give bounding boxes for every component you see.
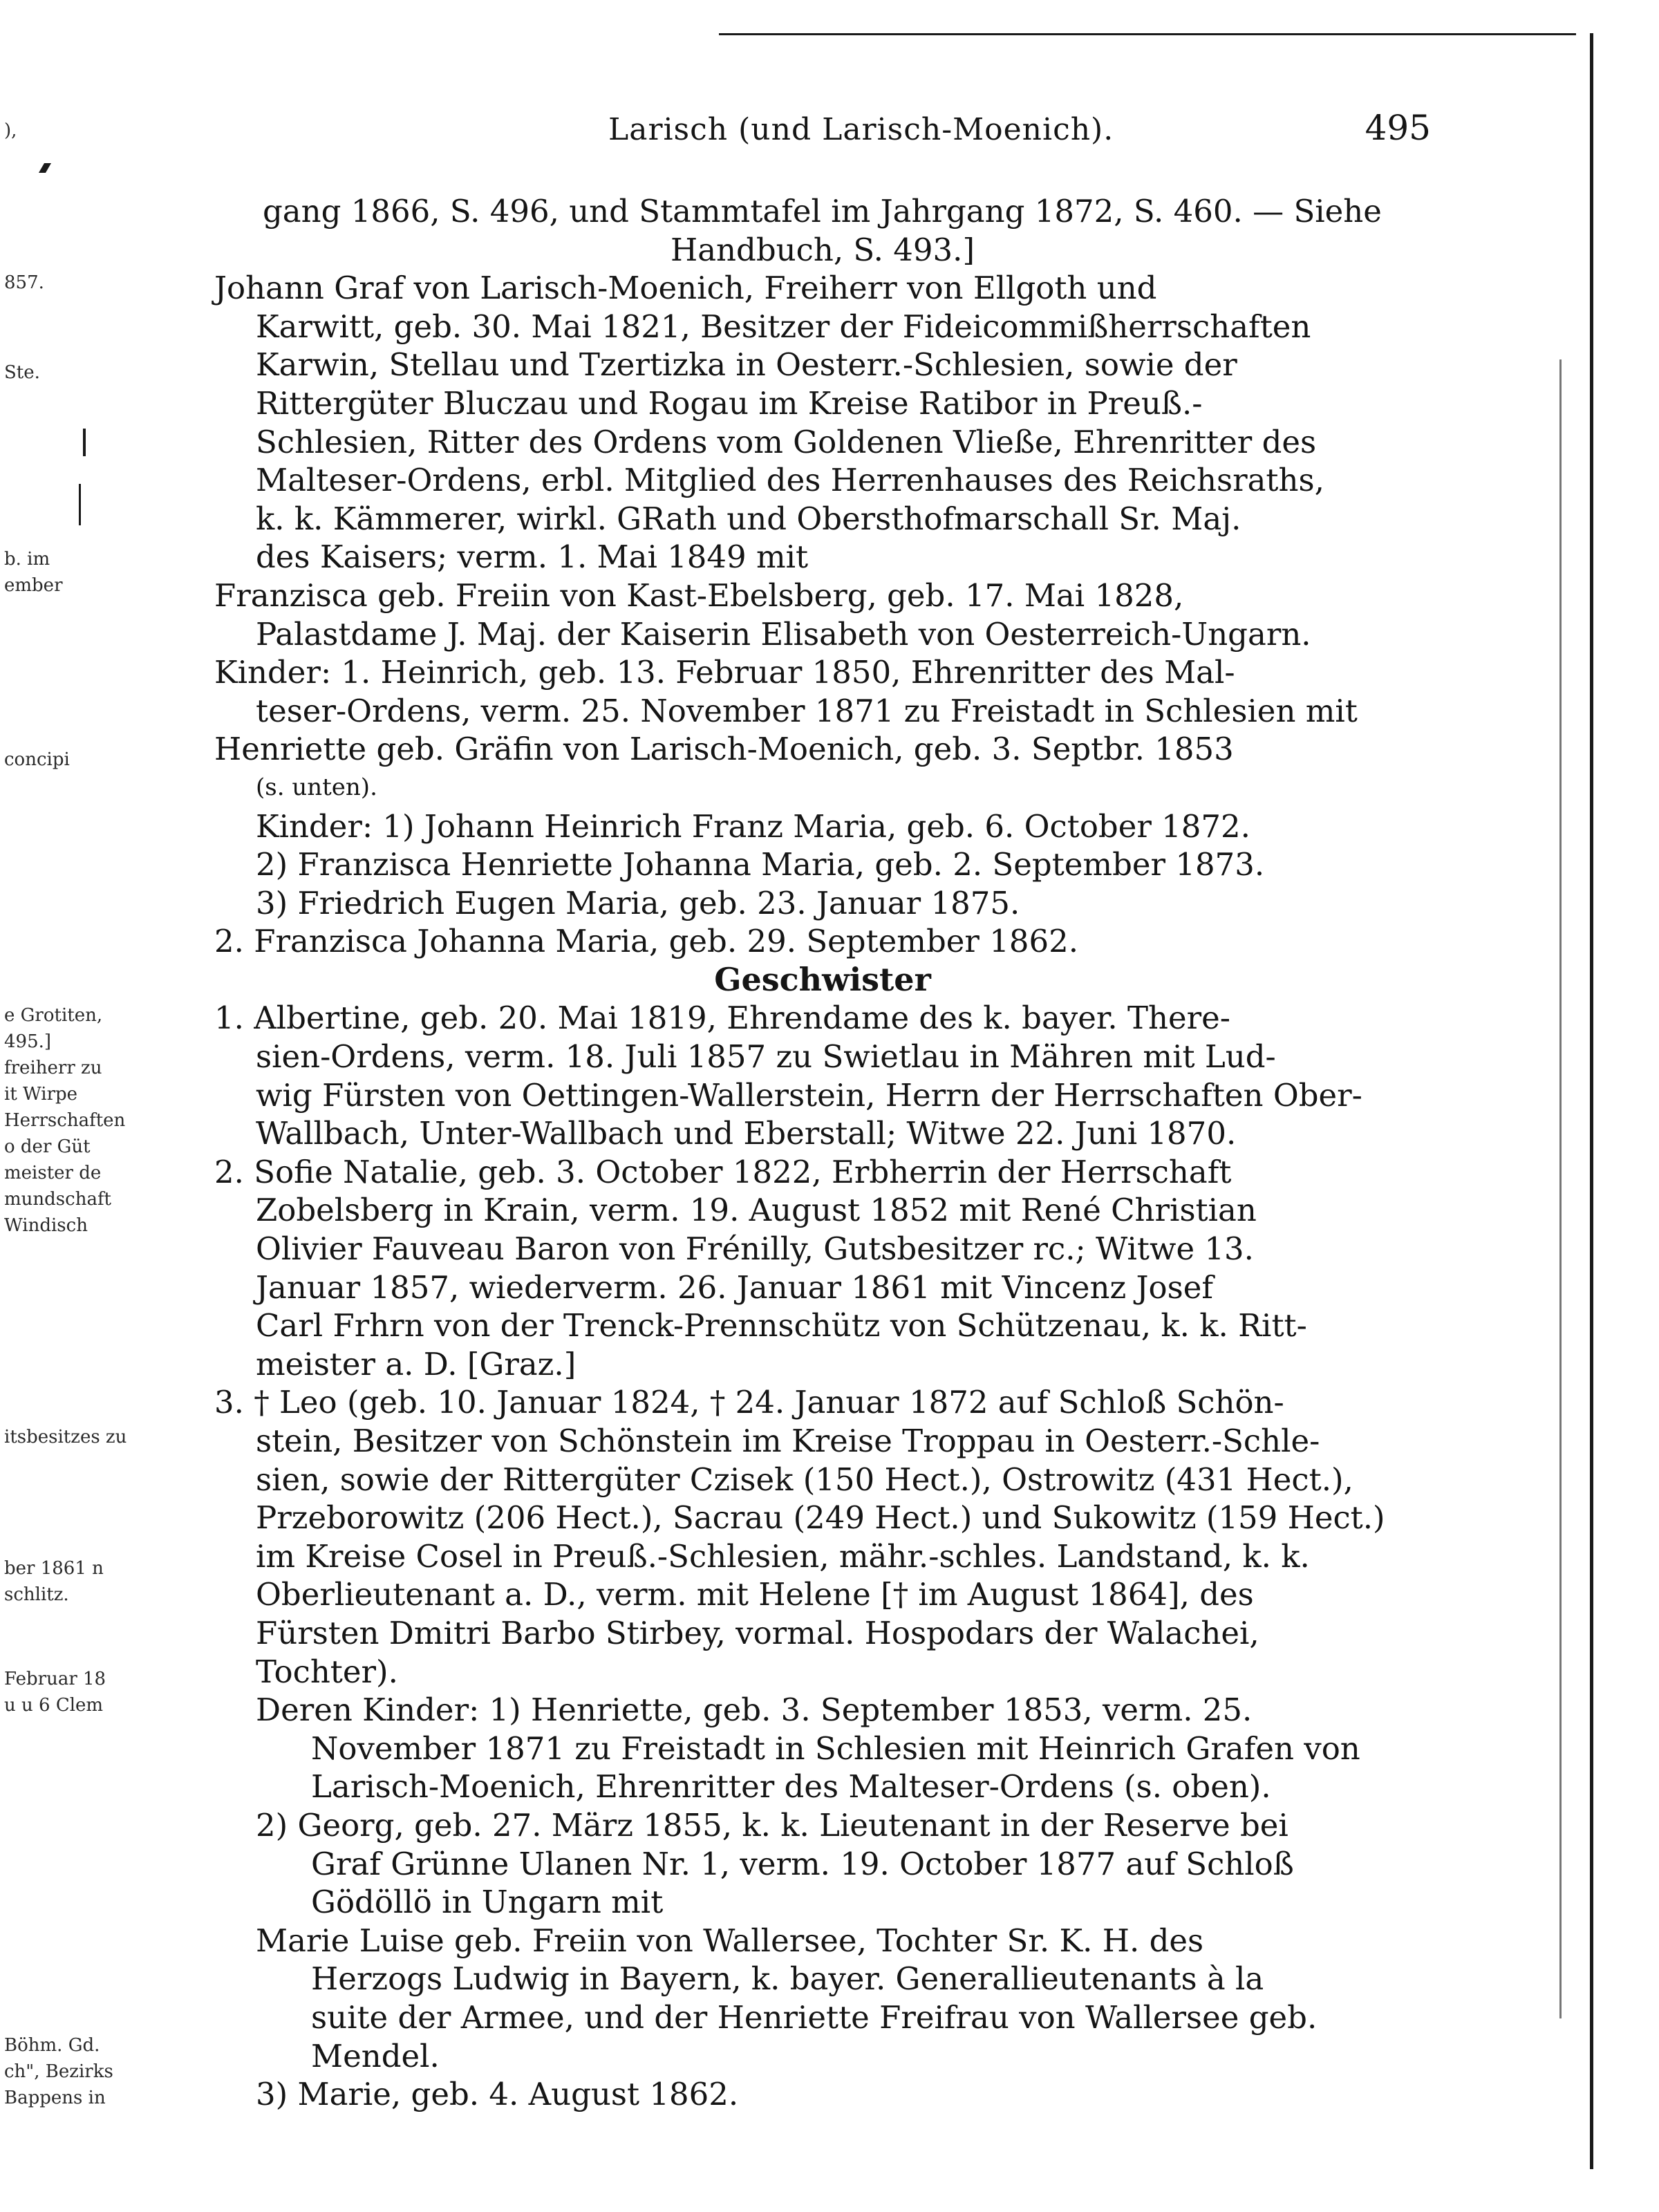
text-line: Rittergüter Bluczau und Rogau im Kreise Ratibor in Preuß.- — [256, 384, 1203, 422]
margin-fragment: mundschaft — [4, 1189, 112, 1210]
text-line: des Kaisers; verm. 1. Mai 1849 mit — [256, 538, 809, 576]
text-line: Herzogs Ludwig in Bayern, k. bayer. Generallieutenants à la — [311, 1960, 1264, 1998]
text-line: 2. Franzisca Johanna Maria, geb. 29. September 1862. — [214, 923, 1079, 960]
scan-border-right — [1590, 33, 1593, 2169]
scan-border-top — [719, 33, 1576, 35]
text-line: sien-Ordens, verm. 18. Juli 1857 zu Swietlau in Mähren mit Lud- — [256, 1038, 1276, 1076]
margin-bleed — [4, 359, 108, 386]
page-number: 495 — [1365, 108, 1431, 148]
margin-fragment: e Grotiten, — [4, 1005, 103, 1026]
margin-fragment: schlitz. — [4, 1584, 69, 1605]
text-line: Schlesien, Ritter des Ordens vom Goldenen Vließe, Ehrenritter des — [256, 423, 1317, 460]
margin-bleed-top — [4, 118, 108, 144]
text-line: (s. unten). — [256, 773, 377, 801]
text-line: Januar 1857, wiederverm. 26. Januar 1861 mit Vincenz Josef — [256, 1268, 1213, 1306]
text-line: meister a. D. [Graz.] — [256, 1345, 577, 1382]
text-line: Przeborowitz (206 Hect.), Sacrau (249 Hect.) und Sukowitz (159 Hect.) — [256, 1499, 1385, 1537]
text-line: Zobelsberg in Krain, verm. 19. August 1852 mit René Christian — [256, 1192, 1257, 1229]
margin-fragment: ), — [4, 120, 17, 141]
text-line: Carl Frhrn von der Trenck-Prennschütz von Schützenau, k. k. Ritt- — [256, 1307, 1307, 1344]
scan-border-inner — [1559, 359, 1562, 2018]
text-line: Fürsten Dmitri Barbo Stirbey, vormal. Hospodars der Walachei, — [256, 1614, 1259, 1651]
text-line: 2. Sofie Natalie, geb. 3. October 1822, Erbherrin der Herrschaft — [214, 1153, 1232, 1190]
margin-mark — [39, 163, 51, 173]
margin-fragment: itsbesitzes zu — [4, 1427, 127, 1447]
margin-mark — [79, 484, 81, 525]
margin-fragment: o der Güt — [4, 1136, 91, 1157]
text-line: 1. Albertine, geb. 20. Mai 1819, Ehrendame des k. bayer. There- — [214, 1000, 1230, 1037]
margin-fragment: ember — [4, 575, 63, 596]
text-line: teser-Ordens, verm. 25. November 1871 zu Freistadt in Schlesien mit — [256, 692, 1358, 729]
text-line: Deren Kinder: 1) Henriette, geb. 3. September 1853, verm. 25. — [256, 1691, 1253, 1729]
text-line: November 1871 zu Freistadt in Schlesien mit Heinrich Grafen von — [311, 1730, 1360, 1767]
margin-fragment: Windisch — [4, 1215, 88, 1236]
margin-fragment: Ste. — [4, 362, 40, 383]
text-line: Johann Graf von Larisch-Moenich, Freiherr von Ellgoth und — [214, 270, 1157, 307]
margin-fragment: meister de — [4, 1163, 102, 1183]
margin-fragment: 495.] — [4, 1031, 52, 1052]
text-line: Graf Grünne Ulanen Nr. 1, verm. 19. October 1877 auf Schloß — [311, 1845, 1294, 1882]
margin-fragment: it Wirpe — [4, 1084, 78, 1105]
text-line: Henriette geb. Gräfin von Larisch-Moenich, geb. 3. Septbr. 1853 — [214, 731, 1234, 768]
margin-bleed — [4, 1002, 126, 1239]
margin-fragment: concipi — [4, 749, 70, 770]
text-line: Kinder: 1. Heinrich, geb. 13. Februar 1850, Ehrenritter des Mal- — [214, 654, 1235, 691]
margin-bleed — [4, 1666, 108, 1718]
text-line: Franzisca geb. Freiin von Kast-Ebelsberg, geb. 17. Mai 1828, — [214, 577, 1184, 614]
margin-fragment: freiherr zu — [4, 1058, 102, 1078]
text-line: Palastdame J. Maj. der Kaiserin Elisabeth von Oesterreich-Ungarn. — [256, 615, 1311, 653]
text-line: Marie Luise geb. Freiin von Wallersee, Tochter Sr. K. H. des — [256, 1922, 1204, 1959]
text-line: Kinder: 1) Johann Heinrich Franz Maria, geb. 6. October 1872. — [256, 807, 1250, 845]
text-line: Malteser-Ordens, erbl. Mitglied des Herrenhauses des Reichsraths, — [256, 462, 1324, 499]
text-line: stein, Besitzer von Schönstein im Kreise Troppau in Oesterr.-Schle- — [256, 1423, 1320, 1459]
text-line: Oberlieutenant a. D., verm. mit Helene [† im August 1864], des — [256, 1576, 1254, 1613]
text-line: im Kreise Cosel in Preuß.-Schlesien, mähr.-schles. Landstand, k. k. — [256, 1537, 1310, 1575]
margin-fragment: ber 1861 n — [4, 1558, 104, 1579]
text-line: 3) Marie, geb. 4. August 1862. — [256, 2076, 739, 2113]
margin-fragment: Böhm. Gd. — [4, 2035, 100, 2056]
margin-bleed — [4, 546, 108, 599]
text-line: wig Fürsten von Oettingen-Wallerstein, Herrn der Herrschaften Ober- — [256, 1076, 1362, 1114]
text-line: 2) Franzisca Henriette Johanna Maria, geb. 2. September 1873. — [256, 846, 1265, 883]
margin-fragment: u u 6 Clem — [4, 1695, 104, 1716]
text-line: 3) Friedrich Eugen Maria, geb. 23. Januar 1875. — [256, 884, 1020, 921]
margin-fragment: b. im — [4, 549, 50, 570]
margin-bleed — [4, 270, 108, 296]
page-title: Larisch (und Larisch-Moenich). — [608, 112, 1114, 147]
text-line: Tochter). — [256, 1653, 398, 1690]
text-line: Olivier Fauveau Baron von Frénilly, Gutsbesitzer rc.; Witwe 13. — [256, 1230, 1254, 1268]
text-line: 3. † Leo (geb. 10. Januar 1824, † 24. Januar 1872 auf Schloß Schön- — [214, 1384, 1284, 1421]
text-line: suite der Armee, und der Henriette Freifrau von Wallersee geb. — [311, 1998, 1318, 2036]
running-header — [214, 108, 1431, 160]
text-line: gang 1866, S. 496, und Stammtafel im Jahrgang 1872, S. 460. — Siehe — [263, 193, 1382, 229]
margin-bleed — [4, 1424, 127, 1450]
margin-bleed — [4, 1555, 108, 1608]
margin-fragment: Herrschaften — [4, 1110, 126, 1131]
text-line: Gödöllö in Ungarn mit — [311, 1884, 664, 1921]
text-line: Wallbach, Unter-Wallbach und Eberstall; Witwe 22. Juni 1870. — [256, 1115, 1237, 1152]
margin-fragment: Bappens in — [4, 2088, 106, 2108]
text-line: Mendel. — [311, 2037, 440, 2074]
section-heading: Geschwister — [714, 960, 931, 998]
text-line: Karwitt, geb. 30. Mai 1821, Besitzer der Fideicommißherrschaften — [256, 308, 1311, 345]
margin-fragment: ch", Bezirks — [4, 2061, 113, 2082]
text-line: Karwin, Stellau und Tzertizka in Oesterr.-Schlesien, sowie der — [256, 346, 1237, 384]
body-text — [214, 192, 1431, 2114]
margin-fragment: Februar 18 — [4, 1669, 106, 1689]
margin-bleed — [4, 747, 108, 773]
text-line: Larisch-Moenich, Ehrenritter des Malteser-Ordens (s. oben). — [311, 1768, 1271, 1806]
margin-bleed — [4, 2032, 113, 2111]
text-line: k. k. Kämmerer, wirkl. GRath und Obersthofmarschall Sr. Maj. — [256, 500, 1241, 537]
margin-fragment: 857. — [4, 272, 44, 293]
margin-mark — [83, 429, 86, 456]
text-line: Handbuch, S. 493.] — [670, 231, 975, 268]
text-line: 2) Georg, geb. 27. März 1855, k. k. Lieutenant in der Reserve bei — [256, 1806, 1288, 1844]
text-line: sien, sowie der Rittergüter Czisek (150 Hect.), Ostrowitz (431 Hect.), — [256, 1461, 1353, 1498]
